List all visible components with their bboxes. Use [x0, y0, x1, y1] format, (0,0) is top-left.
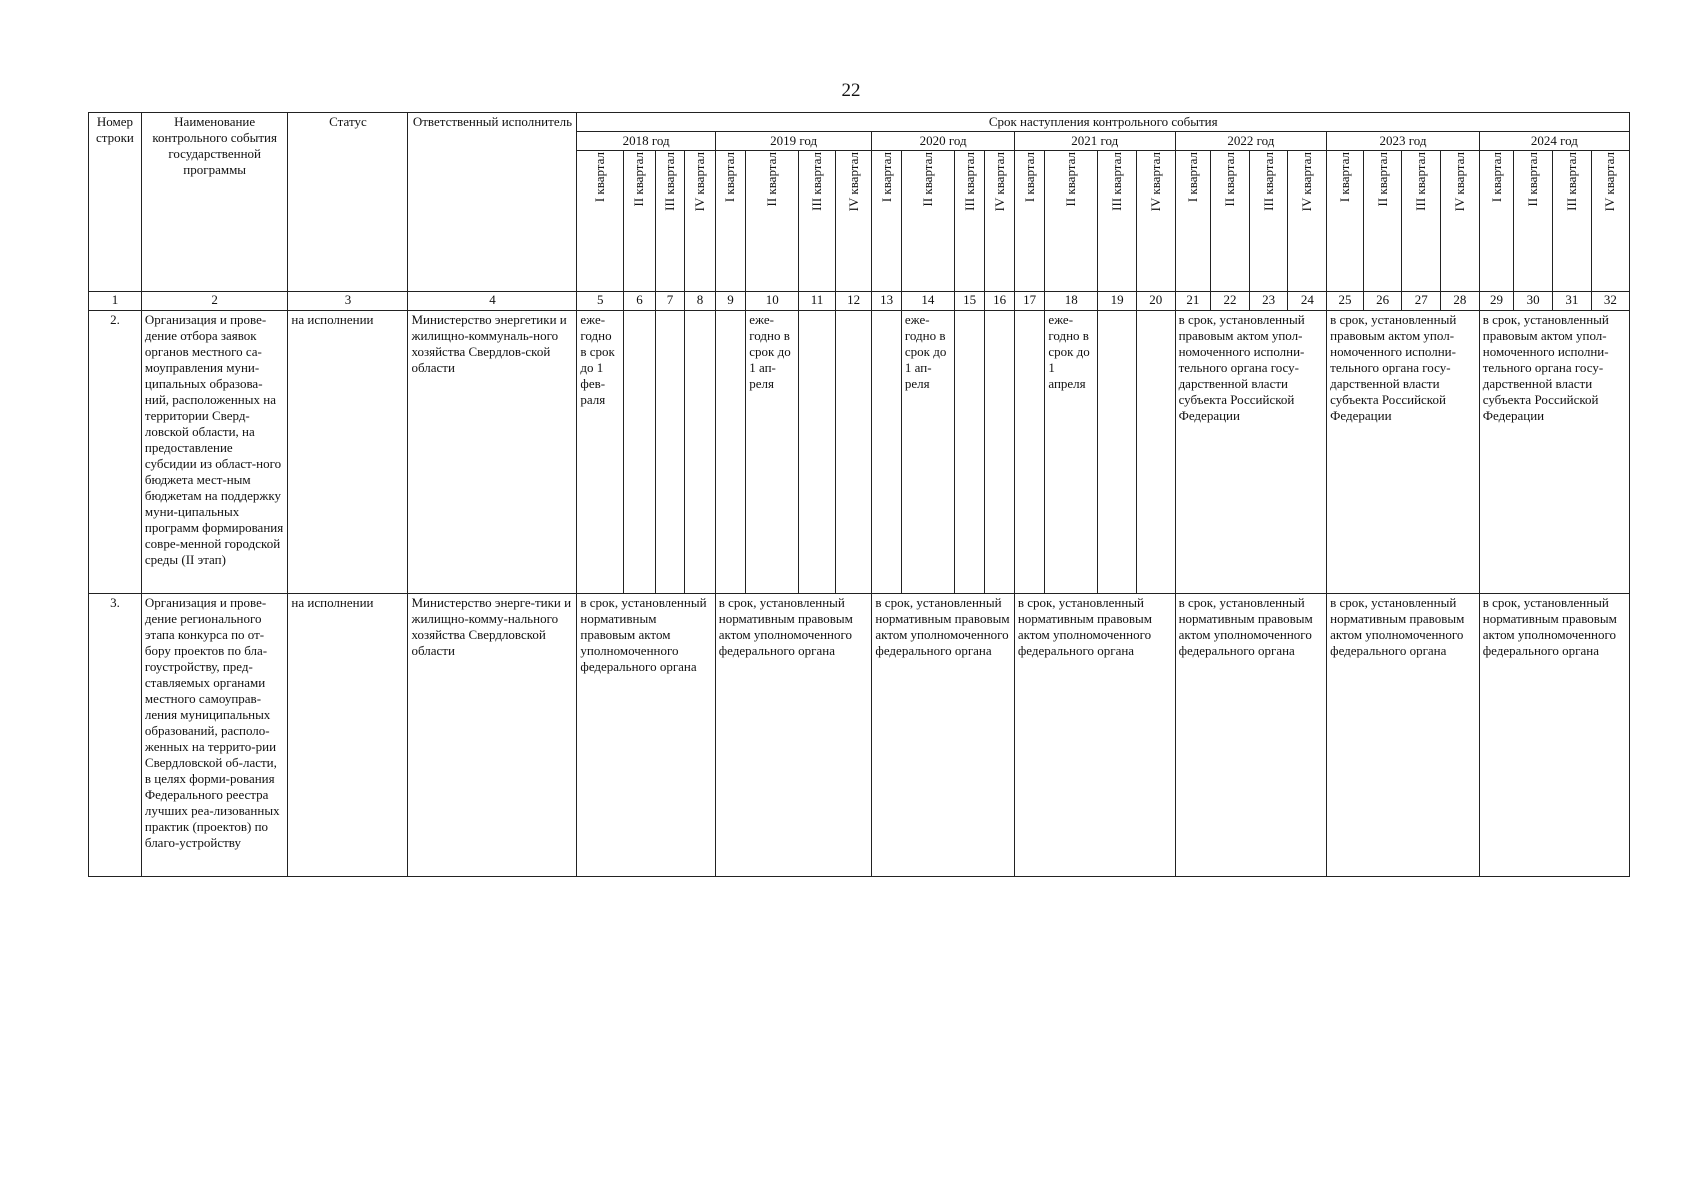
- quarter-text: IV квартал: [1299, 152, 1315, 212]
- event-executor: Министерство энерге-тики и жилищно-комму-нального хозяйства Свердловской области: [408, 594, 577, 877]
- quarter-label: [1136, 151, 1175, 292]
- col-number: 17: [1014, 292, 1045, 311]
- quarter-label: [954, 151, 985, 292]
- term-empty: [624, 311, 656, 594]
- header-term: Срок наступления контрольного события: [577, 113, 1630, 132]
- column-numbers-row: [89, 292, 1630, 311]
- quarter-label: [1327, 151, 1364, 292]
- term-2021: в срок, установленный нормативным правовым актом уполномоченного федерального органа: [1014, 594, 1175, 877]
- col-number: 1: [89, 292, 142, 311]
- quarter-text: II квартал: [1374, 152, 1390, 207]
- col-number: 5: [577, 292, 624, 311]
- quarter-label: [1045, 151, 1098, 292]
- year-2020: 2020 год: [872, 132, 1014, 151]
- col-number: 29: [1479, 292, 1514, 311]
- quarter-text: III квартал: [1260, 152, 1276, 211]
- row-number: 2.: [89, 311, 142, 594]
- quarter-label: [1479, 151, 1514, 292]
- term-empty: [1136, 311, 1175, 594]
- term-2020: в срок, установленный нормативным правовым актом уполномоченного федерального органа: [872, 594, 1014, 877]
- quarter-label: [1249, 151, 1288, 292]
- quarter-text: IV квартал: [1147, 152, 1163, 212]
- header-event-name: Наименование контрольного события государственной программы: [141, 113, 288, 292]
- quarter-label: [799, 151, 836, 292]
- quarter-text: II квартал: [1222, 152, 1237, 207]
- year-2019: 2019 год: [715, 132, 872, 151]
- term-2022: в срок, установленный нормативным правовым актом уполномоченного федерального органа: [1175, 594, 1327, 877]
- row-number: 3.: [89, 594, 142, 877]
- event-status: на исполнении: [288, 594, 408, 877]
- year-2024: 2024 год: [1479, 132, 1629, 151]
- table-row: [89, 311, 1630, 594]
- quarter-label: [1098, 151, 1137, 292]
- term-empty: [1098, 311, 1137, 594]
- quarter-text: III квартал: [661, 152, 677, 211]
- col-number: 27: [1402, 292, 1441, 311]
- quarter-label: [1175, 151, 1211, 292]
- page-number: 22: [841, 80, 861, 101]
- col-number: 8: [685, 292, 716, 311]
- quarter-text: II квартал: [764, 152, 780, 207]
- term-2023: в срок, установленный нормативным правовым актом уполномоченного федерального органа: [1327, 594, 1480, 877]
- quarter-label: [901, 151, 954, 292]
- quarter-label: [1363, 151, 1402, 292]
- col-number: 28: [1441, 292, 1480, 311]
- quarter-label: [577, 151, 624, 292]
- term-empty: [685, 311, 716, 594]
- quarter-text: II квартал: [919, 152, 935, 207]
- col-number: 7: [655, 292, 685, 311]
- header-status: Статус: [288, 113, 408, 292]
- col-number: 10: [746, 292, 799, 311]
- term-empty: [655, 311, 685, 594]
- event-name: Организация и прове-дение отбора заявок органов местного са-моуправления муни-ципальных образова-ний, расположенных на территории Сверд-ловской области, на предоставление субсидии из област-ного бюджета мест-ным бюджетам на поддержку муни-ципальных программ формирования совре-менной городской среды (II этап): [141, 311, 288, 594]
- col-number: 30: [1514, 292, 1553, 311]
- quarter-label: [835, 151, 872, 292]
- term-empty: [1014, 311, 1045, 594]
- col-number: 16: [985, 292, 1015, 311]
- term-2022: в срок, установленный правовым актом упол-номоченного исполни-тельного органа госу-дарственной власти субъекта Российской Федерации: [1175, 311, 1327, 594]
- quarter-text: IV квартал: [691, 152, 707, 212]
- col-number: 15: [954, 292, 985, 311]
- quarter-text: I квартал: [722, 152, 738, 203]
- col-number: 14: [901, 292, 954, 311]
- quarter-text: III квартал: [1563, 152, 1579, 211]
- term-empty: [715, 311, 746, 594]
- quarter-label: [1288, 151, 1327, 292]
- quarter-label: [1514, 151, 1553, 292]
- quarter-text: III квартал: [808, 152, 824, 211]
- col-number: 11: [799, 292, 836, 311]
- term-empty: [872, 311, 902, 594]
- year-2018: 2018 год: [577, 132, 715, 151]
- year-2023: 2023 год: [1327, 132, 1480, 151]
- event-status: на исполнении: [288, 311, 408, 594]
- control-events-table: [88, 112, 1630, 877]
- term-2023: в срок, установленный правовым актом упол-номоченного исполни-тельного органа госу-дарственной власти субъекта Российской Федерации: [1327, 311, 1480, 594]
- quarter-text: I квартал: [878, 152, 894, 203]
- col-number: 32: [1591, 292, 1629, 311]
- term-2024: в срок, установленный правовым актом упол-номоченного исполни-тельного органа госу-дарственной власти субъекта Российской Федерации: [1479, 311, 1629, 594]
- col-number: 25: [1327, 292, 1364, 311]
- col-number: 2: [141, 292, 288, 311]
- term-empty: [985, 311, 1015, 594]
- term-2021-q2: еже-годно в срок до 1 апреля: [1045, 311, 1098, 594]
- quarter-text: III квартал: [1413, 152, 1429, 211]
- col-number: 21: [1175, 292, 1211, 311]
- quarter-text: II квартал: [1525, 152, 1541, 207]
- quarter-text: I квартал: [1336, 152, 1352, 203]
- event-executor: Министерство энергетики и жилищно-коммуналь-ного хозяйства Свердлов-ской области: [408, 311, 577, 594]
- col-number: 20: [1136, 292, 1175, 311]
- col-number: 22: [1211, 292, 1250, 311]
- col-number: 9: [715, 292, 746, 311]
- col-number: 19: [1098, 292, 1137, 311]
- quarter-label: [1441, 151, 1480, 292]
- quarter-label: [655, 151, 685, 292]
- col-number: 12: [835, 292, 872, 311]
- quarter-text: IV квартал: [1451, 152, 1467, 212]
- quarter-label: [715, 151, 746, 292]
- col-number: 31: [1552, 292, 1591, 311]
- quarter-label: [624, 151, 656, 292]
- col-number: 4: [408, 292, 577, 311]
- term-empty: [835, 311, 872, 594]
- quarter-text: I квартал: [1021, 152, 1037, 203]
- header-executor: Ответственный исполнитель: [408, 113, 577, 292]
- quarter-label: [872, 151, 902, 292]
- term-2019: в срок, установленный нормативным правовым актом уполномоченного федерального органа: [715, 594, 872, 877]
- quarter-label: [1552, 151, 1591, 292]
- year-2022: 2022 год: [1175, 132, 1327, 151]
- quarter-text: IV квартал: [1602, 152, 1618, 212]
- col-number: 18: [1045, 292, 1098, 311]
- quarter-label: [985, 151, 1015, 292]
- quarter-text: III квартал: [1109, 152, 1125, 211]
- col-number: 6: [624, 292, 656, 311]
- quarter-label: [685, 151, 716, 292]
- quarter-label: [746, 151, 799, 292]
- quarter-label: [1591, 151, 1629, 292]
- quarter-label: [1211, 151, 1250, 292]
- col-number: 13: [872, 292, 902, 311]
- term-empty: [954, 311, 985, 594]
- term-2018-q1: еже-годно в срок до 1 фев-раля: [577, 311, 624, 594]
- term-2018: в срок, установленный нормативным правовым актом уполномоченного федерального органа: [577, 594, 715, 877]
- col-number: 3: [288, 292, 408, 311]
- year-2021: 2021 год: [1014, 132, 1175, 151]
- quarter-text: I квартал: [1488, 152, 1504, 203]
- quarter-text: II квартал: [1063, 152, 1079, 207]
- header-row-number: Номер строки: [89, 113, 142, 292]
- event-name: Организация и прове-дение регионального этапа конкурса по от-бору проектов по бла-гоустройству, пред-ставляемых органами местного самоуправ-ления муниципальных образований, располо-женных на террито-рии Свердловской об-ласти, в целях форми-рования Федерального реестра лучших реа-лизованных практик (проектов) по благо-устройству: [141, 594, 288, 877]
- term-empty: [799, 311, 836, 594]
- term-2019-q2: еже-годно в срок до 1 ап-реля: [746, 311, 799, 594]
- col-number: 26: [1363, 292, 1402, 311]
- quarter-text: IV квартал: [845, 152, 861, 212]
- quarter-label: [1402, 151, 1441, 292]
- quarter-text: IV квартал: [991, 152, 1007, 212]
- term-2024: в срок, установленный нормативным правовым актом уполномоченного федерального органа: [1479, 594, 1629, 877]
- col-number: 24: [1288, 292, 1327, 311]
- quarter-text: I квартал: [1184, 152, 1200, 203]
- quarter-text: II квартал: [631, 152, 647, 207]
- quarter-text: I квартал: [592, 152, 608, 203]
- quarter-label: [1014, 151, 1045, 292]
- table-row: [89, 594, 1630, 877]
- col-number: 23: [1249, 292, 1288, 311]
- quarter-text: III квартал: [961, 152, 977, 211]
- term-2020-q2: еже-годно в срок до 1 ап-реля: [901, 311, 954, 594]
